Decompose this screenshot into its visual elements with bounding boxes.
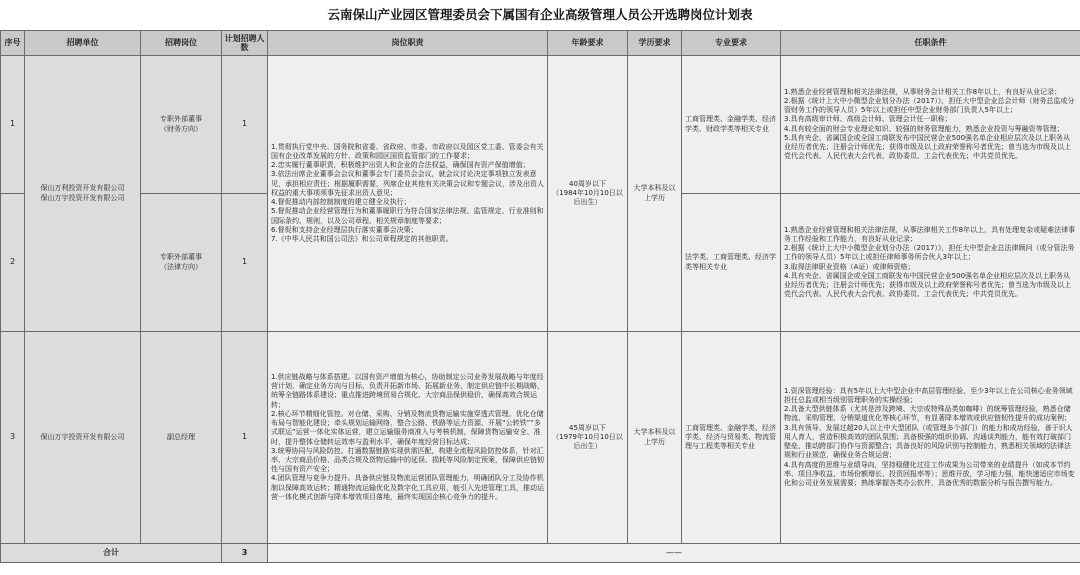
cell-cond: 1.熟悉企业经营管理和相关法律法规，从事法律相关工作8年以上，具有处理复杂或疑难法律事务工作经验和工作能力，有良好从业记录； 2.根据《统计上大中小微型企业划分办法（2017）》，担任大中型企业总法律顾问（或分管法务工作的领导人员）5年以上或担任律师事务所合伙人3年以上； 3.取得法律职业资格（A证）或律师资格； 4.具有央企、省属国企或全国工商联发布中国民营企业500强名单企业相应层次及以上职务从业经历者优先；注册会计师优先；获得市级及以上政府荣誉称号者优先；曾当选为市级及以上党代会代表、人民代表大会代表、政协委员、工会代表优先；中共党员优先。 xyxy=(781,194,1080,332)
cell-major: 工商管理类、金融学类、经济学类、经济与贸易类、物流管理与工程类等相关专业 xyxy=(682,332,781,544)
recruitment-table xyxy=(0,30,1080,563)
header-duties: 岗位职责 xyxy=(268,31,548,56)
header-cond: 任职条件 xyxy=(781,31,1080,56)
cell-duties: 1.贯彻执行党中央、国务院和省委、省政府、市委、市政府以及园区党工委、管委会有关国有企业改革发展的方针、政策和园区国资监管部门的工作要求； 2.忠实履行董事职责，积极维护出资人和企业的合法权益，确保国有资产保值增值； 3.依法出席企业董事会会议和董事会专门委员会会议，就会议讨论决定事项独立发表意见，承担相应责任；根据履职需要，列席企业其他有关决策会议和专题会议，涉及出资人权益的重大事项须事先征求出资人意见； 4.督促推动内部控制制度的建立健全及执行； 5.督促推动企业经营管理行为和董事履职行为符合国家法律法规、监管规定、行业准则和国际条约、规则，以及公司章程、相关规章制度等要求； 6.督促和支持企业经理层执行落实董事会决策； 7.《中华人民共和国公司法》和公司章程规定的其他职责。 xyxy=(268,56,548,332)
header-seq: 序号 xyxy=(1,31,25,56)
cell-edu: 大学本科及以上学历 xyxy=(628,56,682,332)
total-row xyxy=(1,544,1080,563)
cell-plan: 1 xyxy=(222,332,268,544)
cell-plan: 1 xyxy=(222,194,268,332)
cell-edu: 大学本科及以上学历 xyxy=(628,332,682,544)
cell-post: 专职外部董事 （财务方向） xyxy=(141,56,222,194)
header-edu: 学历要求 xyxy=(628,31,682,56)
cell-major: 工商管理类、金融学类、经济学类、财政学类等相关专业 xyxy=(682,56,781,194)
cell-plan: 1 xyxy=(222,56,268,194)
cell-post: 副总经理 xyxy=(141,332,222,544)
total-label: 合计 xyxy=(1,544,222,563)
header-major: 专业要求 xyxy=(682,31,781,56)
cell-cond: 1.熟悉企业经营管理和相关法律法规，从事财务会计相关工作8年以上，有良好从业记录； 2.根据《统计上大中小微型企业划分办法（2017）》，担任大中型企业总会计师（财务总监或分管财务工作的领导人员）5年以上或担任中型企业财务部门负责人5年以上； 3.具有高级审计师、高级会计师、管理会计任一职称； 4.具有较全面的财会专业理论知识、较强的财务管理能力，熟悉企业投资与筹融资等管理； 5.具有央企、省属国企或全国工商联发布中国民营企业500强名单企业相应层次及以上职务从业经历者优先；注册会计师优先；获得市级及以上政府荣誉称号者优先；曾当选为市级及以上党代会代表、人民代表大会代表、政协委员、工会代表优先；中共党员优先。 xyxy=(781,56,1080,194)
cell-seq: 1 xyxy=(1,56,25,194)
header-plan: 计划招聘人数 xyxy=(222,31,268,56)
total-plan: 3 xyxy=(222,544,268,563)
header-post: 招聘岗位 xyxy=(141,31,222,56)
cell-major: 法学类、工商管理类、经济学类等相关专业 xyxy=(682,194,781,332)
table-row xyxy=(1,332,1080,544)
cell-seq: 2 xyxy=(1,194,25,332)
page-title: 云南保山产业园区管理委员会下属国有企业高级管理人员公开选聘岗位计划表 xyxy=(327,7,753,22)
cell-unit: 保山万利投资开发有限公司 保山万宇投资开发有限公司 xyxy=(25,56,141,332)
cell-cond: 1.资深管理经验：具有5年以上大中型企业中高层管理经验，至少3年以上在公司核心业务领域担任总监或相当级别管理职务的实操经验； 2.具备大型供链体系（尤其是涉及跨境、大宗或特殊品类如咖啡）的统筹管理经验，熟悉仓储物流、采购管理、分销渠道优化等核心环节，有显著降本增效或供应链韧性提升的成功案例； 3.具有领导、发展过超20人以上中大型团队（或管理多个部门）的能力和成功经验，善于识人用人育人，营造积极高效的团队氛围；具备极强的组织协调、沟通谈判能力，能有效打破部门壁垒，推动跨部门协作与资源整合；具备良好的风险识别与控制能力，熟悉相关领域的法律法规和行业规范，确保业务合规运营； 4.具有高度的思维与业绩导向，坚持稳健化过往工作成果为公司带来的业绩提升（如成本节约率、项目净收益、市场份额增长、投资回报率等）；思维开放，学习能力强，能快速适应市场变化和公司业务发展需要；熟练掌握各类办公软件，具备优秀的数据分析与报告撰写能力。 xyxy=(781,332,1080,544)
cell-duties: 1.供应链战略与体系搭建。以国有资产增值为核心，协助制定公司业务发展战略与年度经营计划，确定业务方向与目标，负责开拓新市场、拓展新业务，制定供应链中长期战略，统筹全链路体系建设；重点推进跨境贸易合规化、大宗商品保供稳价，确保高效合规运转； 2.核心环节精细化管控。对仓储、采购、分销及物流货物运输实施穿透式管理。优化仓储布局与智能化建设；牵头规划运输网络，整合公路、铁路等运力资源，开展“公转铁”“多式联运”运营一体化实体运营，建立运输服务商准入与考核机制，保障货物运输安全、准时，提升整体仓储转运效率与盈利水平，确保年度经营目标达成； 3.统筹协同与风险防控。打通数据链路实现供需匹配，构建全流程风险防控体系，针对汇率、大宗商品价格、品类合规及货物运输中的延误、损耗等风险制定预案，保障供应链韧性与国有资产安全； 4.团队管理与竞争力提升。具备供应链及物流运营团队管理能力，明确团队分工及协作机制以保障高效运转；精通物流运输优化及数字化工具应用，能引入先进管理工具，推动运营一体化模式创新与降本增效项目落地，最终实现国企核心竞争力的提升。 xyxy=(268,332,548,544)
table-row xyxy=(1,56,1080,194)
header-unit: 招聘单位 xyxy=(25,31,141,56)
cell-post: 专职外部董事 （法律方向） xyxy=(141,194,222,332)
cell-unit: 保山万宇投资开发有限公司 xyxy=(25,332,141,544)
table-header-row xyxy=(1,31,1080,56)
cell-age: 40周岁以下 （1984年10月10日以后出生） xyxy=(548,56,628,332)
header-age: 年龄要求 xyxy=(548,31,628,56)
total-dash: —— xyxy=(268,544,1080,563)
cell-age: 45周岁以下 （1979年10月10日以后出生） xyxy=(548,332,628,544)
cell-seq: 3 xyxy=(1,332,25,544)
